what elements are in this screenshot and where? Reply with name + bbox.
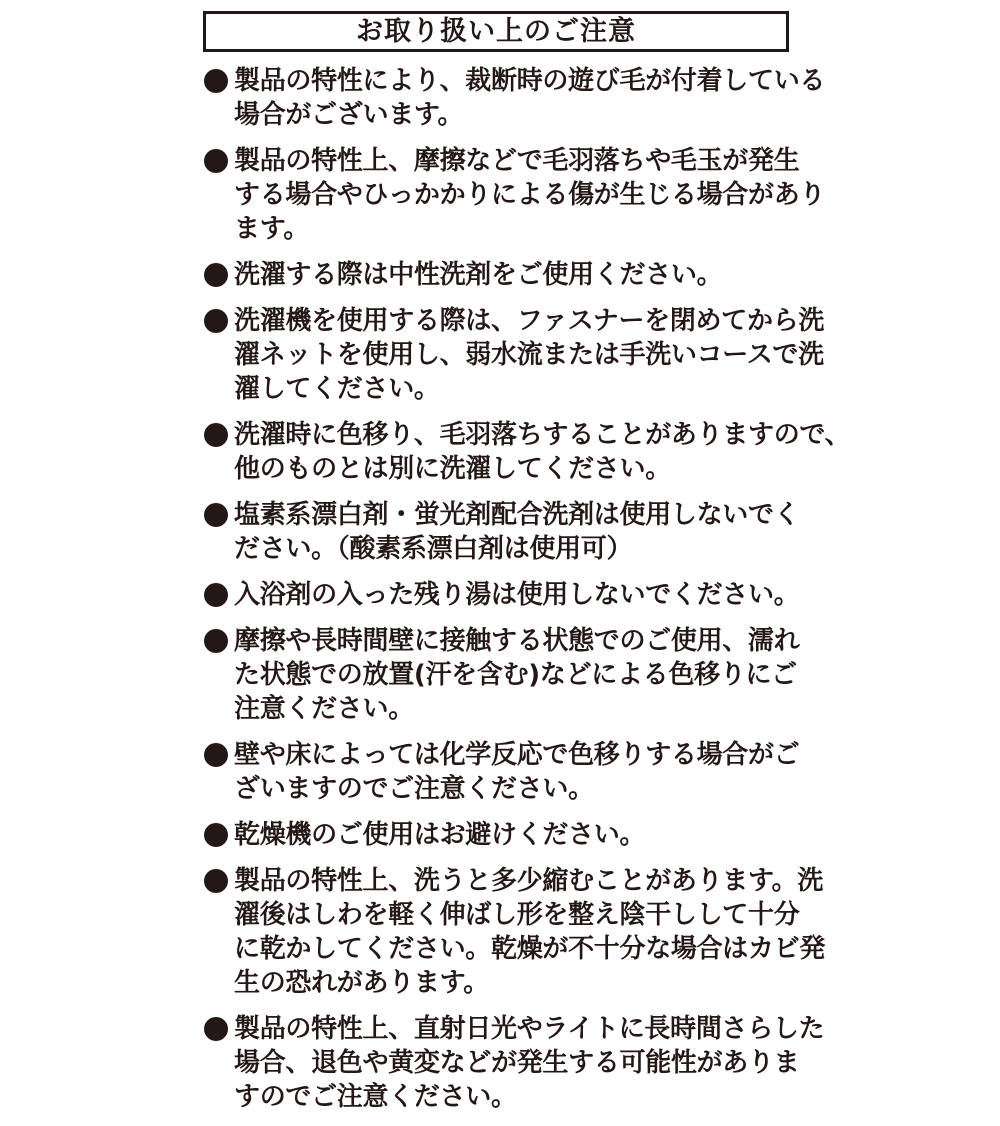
caution-text-line: 製品の特性上、洗うと多少縮むことがあります。洗 [234,866,824,896]
caution-text-line: 注意ください。 [234,694,414,724]
caution-text-line: 他のものとは別に洗濯してください。 [234,454,671,484]
bullet-icon [204,309,228,333]
caution-text-line: 乾燥機のご使用はお避けください。 [234,820,646,850]
caution-text-line: する場合やひっかかりによる傷が生じる場合があり [234,180,826,210]
caution-item [204,864,826,1000]
caution-text-line: 場合、退色や黄変などが発生する可能性がありま [234,1048,800,1078]
caution-text-line: 入浴剤の入った残り湯は使用しないでください。 [234,580,800,610]
caution-item [204,498,804,566]
caution-text-line: 濯してください。 [234,374,440,404]
caution-text-line: 塩素系漂白剤・蛍光剤配合洗剤は使用しないでく [234,500,800,530]
caution-text-line: 洗濯時に色移り、毛羽落ちすることがありますので、 [234,420,851,450]
bullet-icon [204,503,228,527]
bullet-icon [204,583,228,607]
caution-item [204,738,804,806]
bullet-icon [204,1017,228,1041]
caution-text-line: 場合がございます。 [234,100,464,130]
caution-item [204,818,804,852]
bullet-icon [204,869,228,893]
bullet-icon [204,423,228,447]
caution-text-line: 洗濯する際は中性洗剤をご使用ください。 [234,260,723,290]
caution-text-line: 製品の特性上、摩擦などで毛羽落ちや毛玉が発生 [234,146,800,176]
bullet-icon [204,743,228,767]
caution-text-line: 濯ネットを使用し、弱水流または手洗いコースで洗 [234,340,824,370]
page-title: お取り扱い上のご注意 [356,16,636,47]
caution-text-line: ださい。（酸素系漂白剤は使用可） [234,534,633,564]
caution-text-line: 壁や床によっては化学反応で色移りする場合がご [234,740,800,770]
caution-item [204,64,826,132]
caution-text-line: 洗濯機を使用する際は、ファスナーを閉めてから洗 [234,306,825,336]
caution-text-line: に乾かしてください。乾燥が不十分な場合はカビ発 [234,934,826,964]
bullet-icon [204,149,228,173]
caution-item [204,418,851,486]
caution-item [204,144,826,246]
caution-item [204,1012,825,1114]
bullet-icon [204,629,228,653]
bullet-icon [204,69,228,93]
caution-text-line: ざいますのでご注意ください。 [234,774,594,804]
caution-text-line: 生の恐れがあります。 [234,968,489,998]
caution-text-line: ます。 [234,214,310,244]
caution-text-line: 製品の特性により、裁断時の遊び毛が付着している [234,66,826,96]
caution-text-line: た状態での放置(汗を含む)などによる色移りにご [234,660,797,690]
caution-item [204,304,825,406]
caution-text-line: 摩擦や長時間壁に接触する状態でのご使用、濡れ [234,626,800,656]
caution-item [204,624,804,726]
caution-item [204,578,804,612]
bullet-icon [204,823,228,847]
caution-text-line: 製品の特性上、直射日光やライトに長時間さらした [234,1014,825,1044]
caution-item [204,258,804,292]
caution-list [204,64,851,1126]
title-box [203,11,789,52]
bullet-icon [204,263,228,287]
caution-text-line: 濯後はしわを軽く伸ばし形を整え陰干しして十分 [234,900,800,930]
caution-text-line: すのでご注意ください。 [234,1082,517,1112]
